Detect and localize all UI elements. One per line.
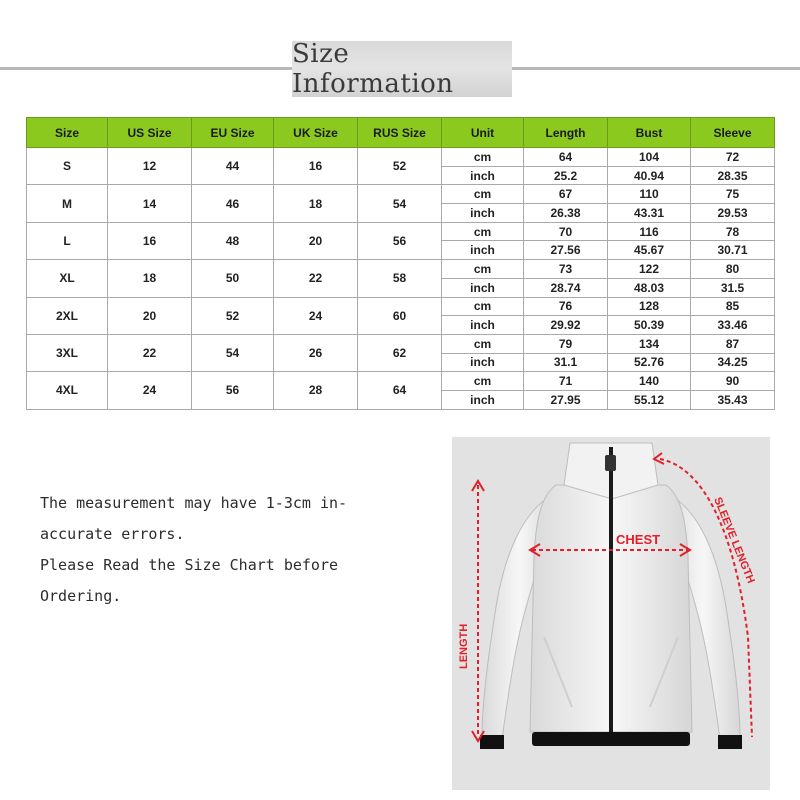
bust-cell: 50.39 [608,316,691,335]
col-header-size: Size [27,118,108,148]
uk-size-cell: 20 [274,222,358,259]
bust-cell: 116 [608,222,691,241]
note-line: Ordering. [40,587,122,605]
header-rule-right [512,67,800,70]
jacket-diagram [452,437,770,790]
unit-cell: inch [442,204,524,223]
bust-cell: 43.31 [608,204,691,223]
table-row [27,372,775,391]
bust-cell: 140 [608,372,691,391]
col-header-uk: UK Size [274,118,358,148]
bust-cell: 128 [608,297,691,316]
length-label: LENGTH [458,623,470,669]
bust-cell: 52.76 [608,353,691,372]
eu-size-cell: 52 [192,297,274,334]
unit-cell: cm [442,297,524,316]
us-size-cell: 12 [108,148,192,185]
us-size-cell: 20 [108,297,192,334]
bust-cell: 104 [608,148,691,167]
uk-size-cell: 18 [274,185,358,222]
col-header-sleeve: Sleeve [691,118,775,148]
length-cell: 26.38 [524,204,608,223]
sleeve-label: SLEEVE LENGTH [711,495,757,586]
eu-size-cell: 50 [192,260,274,297]
length-cell: 67 [524,185,608,204]
us-size-cell: 16 [108,222,192,259]
uk-size-cell: 22 [274,260,358,297]
note-line: The measurement may have 1-3cm in- [40,494,348,512]
jacket-illustration [452,437,770,790]
sleeve-cell: 87 [691,334,775,353]
rus-size-cell: 54 [358,185,442,222]
eu-size-cell: 48 [192,222,274,259]
measurement-note [40,488,360,612]
length-cell: 76 [524,297,608,316]
col-header-unit: Unit [442,118,524,148]
table-header-row [27,118,775,148]
eu-size-cell: 56 [192,372,274,409]
col-header-length: Length [524,118,608,148]
hem-band [532,732,690,746]
uk-size-cell: 28 [274,372,358,409]
us-size-cell: 14 [108,185,192,222]
zipper-pull [605,455,616,471]
right-cuff [718,735,742,749]
header-rule-left [0,67,292,70]
size-table [26,117,775,410]
sleeve-cell: 29.53 [691,204,775,223]
sleeve-cell: 85 [691,297,775,316]
col-header-eu: EU Size [192,118,274,148]
length-cell: 27.95 [524,390,608,409]
chest-label: CHEST [616,532,661,547]
size-cell: L [27,222,108,259]
rus-size-cell: 56 [358,222,442,259]
zipper [609,447,613,745]
rus-size-cell: 62 [358,334,442,371]
table-row [27,297,775,316]
unit-cell: cm [442,372,524,391]
length-cell: 64 [524,148,608,167]
size-cell: M [27,185,108,222]
col-header-rus: RUS Size [358,118,442,148]
length-cell: 27.56 [524,241,608,260]
length-cell: 71 [524,372,608,391]
rus-size-cell: 60 [358,297,442,334]
note-line: accurate errors. [40,525,185,543]
unit-cell: cm [442,222,524,241]
length-cell: 73 [524,260,608,279]
bust-cell: 110 [608,185,691,204]
size-cell: 2XL [27,297,108,334]
unit-cell: inch [442,390,524,409]
unit-cell: inch [442,166,524,185]
table-row [27,222,775,241]
uk-size-cell: 16 [274,148,358,185]
us-size-cell: 22 [108,334,192,371]
eu-size-cell: 54 [192,334,274,371]
size-cell: S [27,148,108,185]
bust-cell: 40.94 [608,166,691,185]
sleeve-cell: 35.43 [691,390,775,409]
unit-cell: cm [442,185,524,204]
size-cell: 3XL [27,334,108,371]
bust-cell: 55.12 [608,390,691,409]
table-row [27,185,775,204]
size-cell: 4XL [27,372,108,409]
length-cell: 29.92 [524,316,608,335]
table-row [27,260,775,279]
bust-cell: 134 [608,334,691,353]
length-cell: 70 [524,222,608,241]
us-size-cell: 24 [108,372,192,409]
sleeve-cell: 75 [691,185,775,204]
table-row [27,148,775,167]
uk-size-cell: 26 [274,334,358,371]
rus-size-cell: 58 [358,260,442,297]
sleeve-cell: 80 [691,260,775,279]
sleeve-cell: 28.35 [691,166,775,185]
bust-cell: 45.67 [608,241,691,260]
sleeve-cell: 72 [691,148,775,167]
unit-cell: inch [442,241,524,260]
col-header-bust: Bust [608,118,691,148]
bust-cell: 122 [608,260,691,279]
unit-cell: cm [442,334,524,353]
bust-cell: 48.03 [608,278,691,297]
unit-cell: inch [442,316,524,335]
eu-size-cell: 44 [192,148,274,185]
sleeve-cell: 78 [691,222,775,241]
header-banner [292,41,512,97]
page-title: Size Information [292,39,454,99]
sleeve-cell: 31.5 [691,278,775,297]
length-cell: 31.1 [524,353,608,372]
unit-cell: cm [442,260,524,279]
col-header-us: US Size [108,118,192,148]
unit-cell: cm [442,148,524,167]
rus-size-cell: 52 [358,148,442,185]
sleeve-cell: 30.71 [691,241,775,260]
sleeve-cell: 90 [691,372,775,391]
unit-cell: inch [442,278,524,297]
size-cell: XL [27,260,108,297]
left-cuff [480,735,504,749]
us-size-cell: 18 [108,260,192,297]
eu-size-cell: 46 [192,185,274,222]
unit-cell: inch [442,353,524,372]
table-row [27,334,775,353]
size-table-body [27,148,775,410]
length-cell: 28.74 [524,278,608,297]
length-cell: 79 [524,334,608,353]
length-cell: 25.2 [524,166,608,185]
sleeve-cell: 33.46 [691,316,775,335]
uk-size-cell: 24 [274,297,358,334]
note-line: Please Read the Size Chart before [40,556,339,574]
sleeve-cell: 34.25 [691,353,775,372]
rus-size-cell: 64 [358,372,442,409]
